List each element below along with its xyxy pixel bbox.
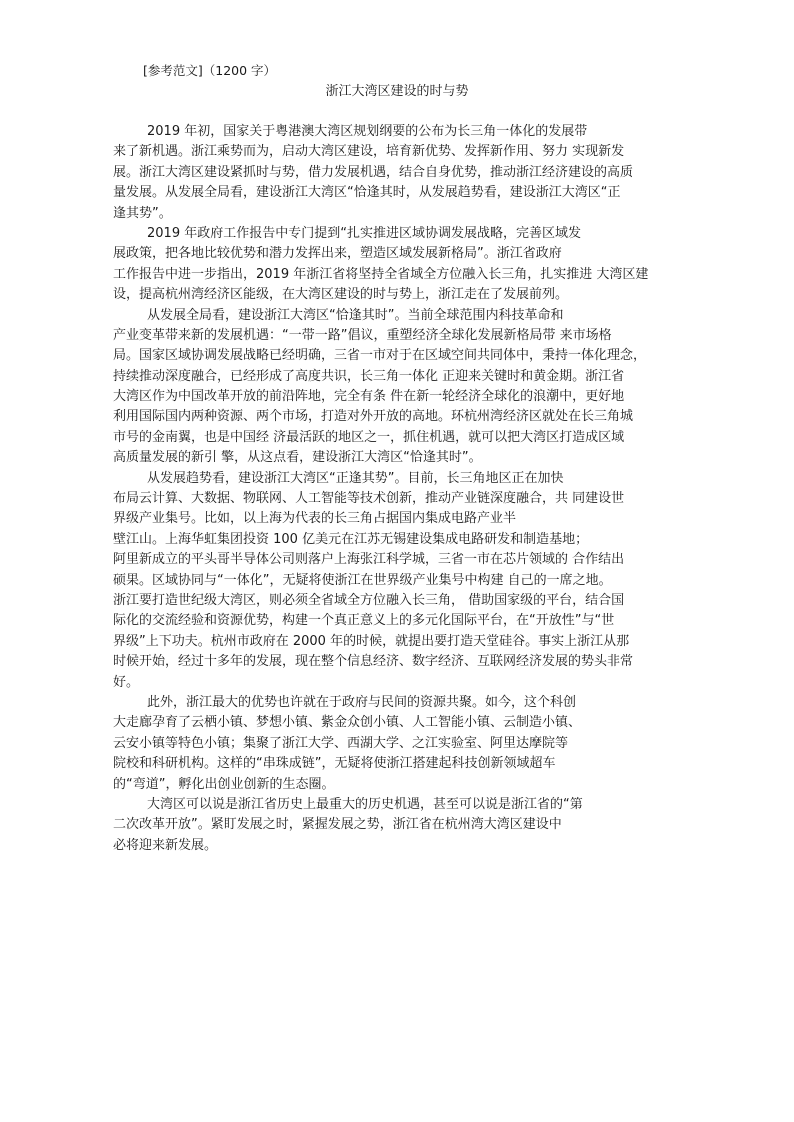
text-line: 的“弯道”，孵化出创业创新的生态圈。 <box>113 776 335 792</box>
text-line: 2019 年初，国家关于粤港澳大湾区规划纲要的公布为长三角一体化的发展带 <box>147 124 588 139</box>
text-line: 界级”上下功夫。杭州市政府在 2000 年的时候，就提出要打造天堂硅谷。事实上浙江从那 <box>113 633 630 649</box>
text-line: 此外，浙江最大的优势也许就在于政府与民间的资源共聚。如今，这个科创 <box>147 694 577 710</box>
text-line: 局。国家区域协调发展战略已经明确，三省一市对于在区域空间共同体中，秉持一体化理念， <box>113 348 647 364</box>
text-line: 来了新机遇。浙江乘势而为，启动大湾区建设，培育新优势、发挥新作用、努力 实现新发 <box>113 144 625 160</box>
text-line: 浙江要打造世纪级大湾区，则必须全省域全方位融入长三角， 借助国家级的平台，结合国 <box>113 592 625 608</box>
text-line: 产业变革带来新的发展机遇：“一带一路”倡议，重塑经济全球化发展新格局带 来市场格 <box>113 327 612 343</box>
text-line: 利用国际国内两种资源、两个市场，打造对外开放的高地。环杭州湾经济区就处在长三角城 <box>113 409 634 425</box>
text-line: 二次改革开放”。紧盯发展之时，紧握发展之势，浙江省在杭州湾大湾区建设中 <box>113 817 562 833</box>
text-line: 量发展。从发展全局看，建设浙江大湾区“恰逢其时，从发展趋势看，建设浙江大湾区“正 <box>113 185 621 201</box>
header-note: [参考范文]（1200 字） <box>143 63 277 78</box>
text-line: 展。浙江大湾区建设紧抓时与势，借力发展机遇，结合自身优势，推动浙江经济建设的高质 <box>113 164 634 180</box>
text-line: 2019 年政府工作报告中专门提到“扎实推进区域协调发展战略，完善区域发 <box>147 225 581 241</box>
text-line: 壁江山。上海华虹集团投资 100 亿美元在江苏无锡建设集成电路研发和制造基地； <box>113 531 589 547</box>
text-line: 大湾区作为中国改革开放的前沿阵地，完全有条 件在新一轮经济全球化的浪潮中，更好地 <box>113 389 625 405</box>
text-line: 从发展趋势看，建设浙江大湾区“正逢其势”。目前，长三角地区正在加快 <box>147 470 564 486</box>
text-line: 云安小镇等特色小镇；集聚了浙江大学、西湖大学、之江实验室、阿里达摩院等 <box>113 735 569 751</box>
text-line: 高质量发展的新引 擎，从这点看，建设浙江大湾区“恰逢其时”。 <box>113 450 482 466</box>
text-line: 大走廊孕育了云栖小镇、梦想小镇、紫金众创小镇、人工智能小镇、云制造小镇、 <box>113 715 582 731</box>
text-line: 工作报告中进一步指出，2019 年浙江省将坚持全省域全方位融入长三角，扎实推进 大湾区建 <box>113 266 649 282</box>
text-line: 时候开始，经过十多年的发展，现在整个信息经济、数字经济、互联网经济发展的势头非常 <box>113 654 634 670</box>
text-line: 从发展全局看，建设浙江大湾区“恰逢其时”。当前全球范围内科技革命和 <box>147 307 564 323</box>
text-line: 际化的交流经验和资源优势，构建一个真正意义上的多元化国际平台，在“开放性”与“世 <box>113 613 615 629</box>
text-line: 好。 <box>113 674 140 690</box>
text-line: 逢其势”。 <box>113 205 172 221</box>
text-line: 阿里新成立的平头哥半导体公司则落户上海张江科学城，三省一市在芯片领域的 合作结出 <box>113 552 625 568</box>
text-line: 院校和科研机构。这样的“串珠成链”，无疑将使浙江搭建起科技创新领域超车 <box>113 756 556 772</box>
text-line: 硕果。区域协同与“一体化”，无疑将使浙江在世界级产业集号中构建 自己的一席之地。 <box>113 572 612 588</box>
text-line: 展政策，把各地比较优势和潜力发挥出来，塑造区域发展新格局”。浙江省政府 <box>113 246 562 262</box>
text-line: 必将迎来新发展。 <box>113 837 218 853</box>
text-line: 设，提高杭州湾经济区能级，在大湾区建设的时与势上，浙江走在了发展前列。 <box>113 287 569 303</box>
text-line: 界级产业集号。比如，以上海为代表的长三角占据国内集成电路产业半 <box>113 511 517 527</box>
text-line: 大湾区可以说是浙江省历史上最重大的历史机遇，甚至可以说是浙江省的“第 <box>147 796 583 812</box>
document-title: 浙江大湾区建设的时与势 <box>325 84 469 99</box>
text-line: 布局云计算、大数据、物联网、人工智能等技术创新，推动产业链深度融合，共 同建设世 <box>113 491 625 507</box>
text-line: 持续推动深度融合，已经形成了高度共识，长三角一体化 正迎来关键时和黄金期。浙江省 <box>113 368 625 384</box>
document-body <box>113 122 693 856</box>
text-line: 市号的金南翼，也是中国经 济最活跃的地区之一，抓住机遇，就可以把大湾区打造成区域 <box>113 429 625 445</box>
